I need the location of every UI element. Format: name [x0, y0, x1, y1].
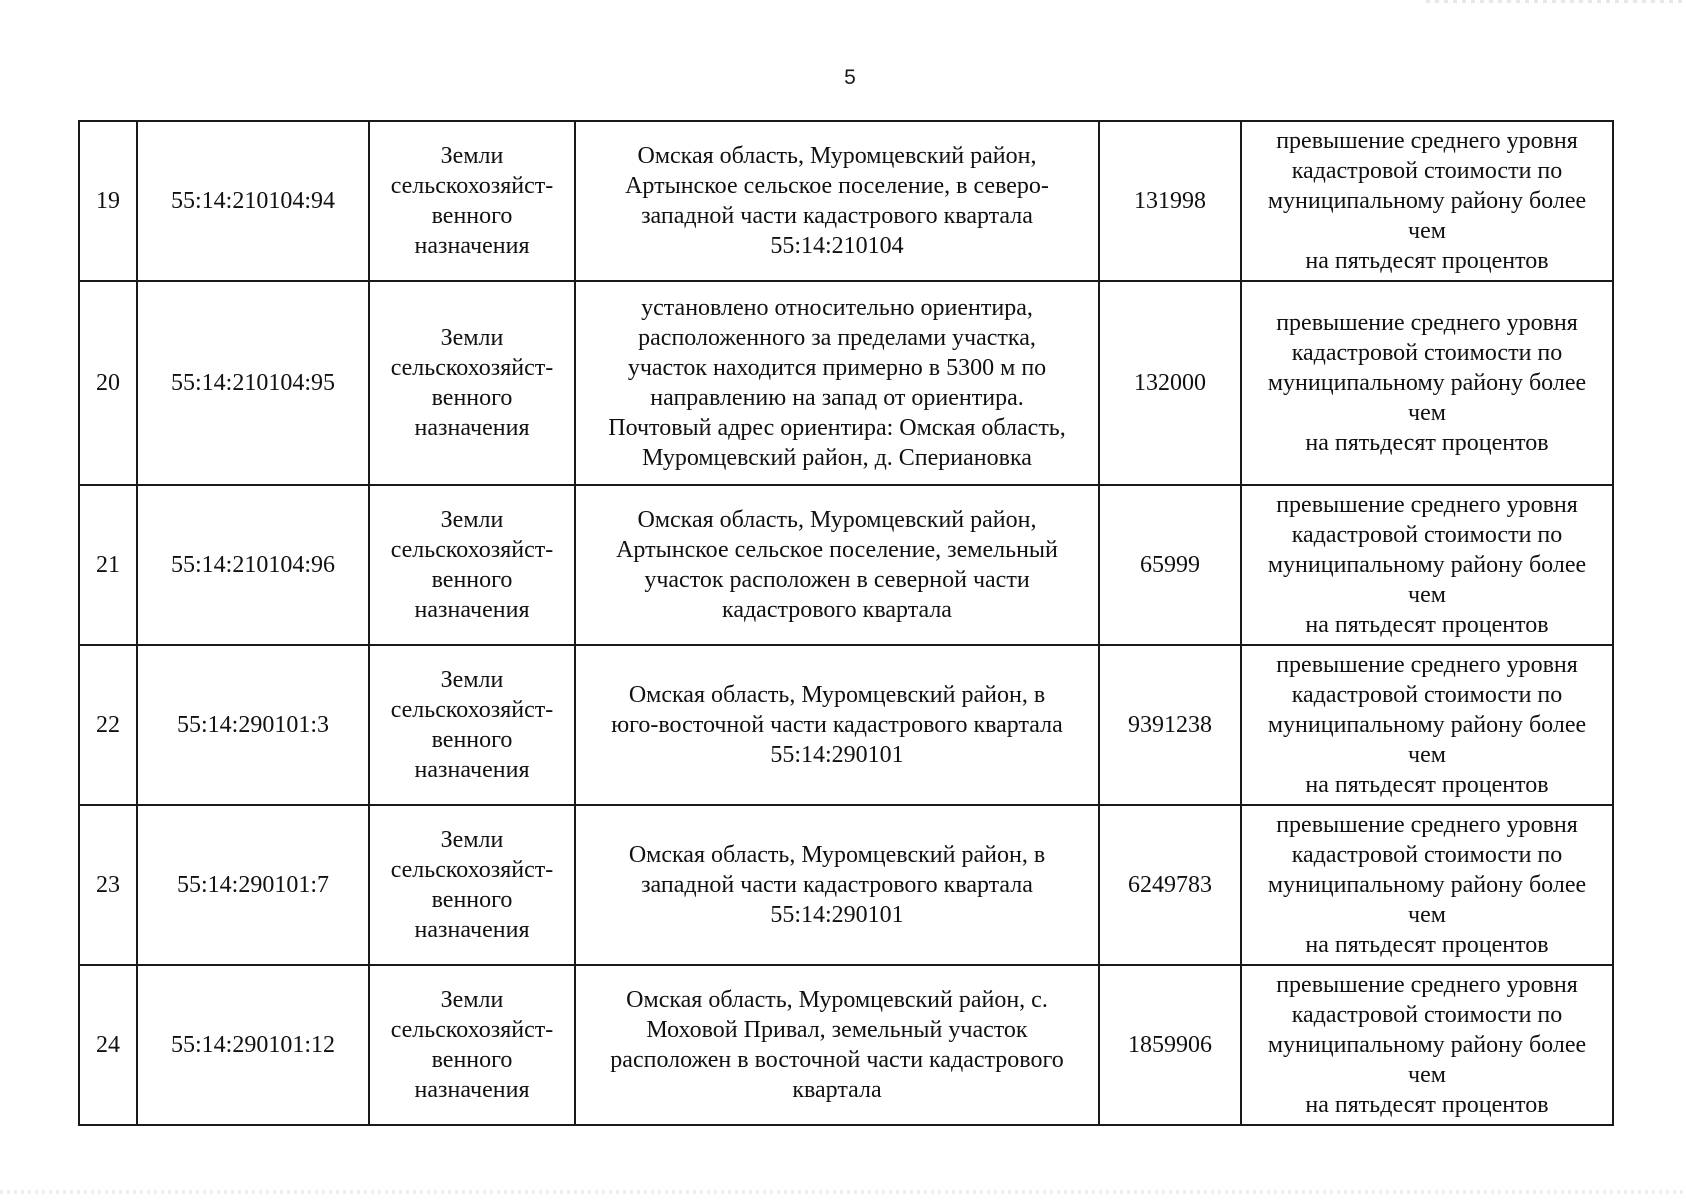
cadastral-value: 65999 [1099, 485, 1241, 645]
land-category: Земли сельскохозяйст- венного назначения [369, 805, 575, 965]
parcels-table [78, 120, 1614, 1126]
cadastral-number: 55:14:290101:7 [137, 805, 369, 965]
land-category: Земли сельскохозяйст- венного назначения [369, 281, 575, 485]
land-category: Земли сельскохозяйст- венного назначения [369, 485, 575, 645]
parcel-address: установлено относительно ориентира, расположенного за пределами участка, участок находится примерно в 5300 м по направлению на запад от ориентира. Почтовый адрес ориентира: Омская область, Муромцевский район, д. Спериановка [575, 281, 1099, 485]
inclusion-reason: превышение среднего уровня кадастровой стоимости по муниципальному району более чем на пятьдесят процентов [1241, 965, 1613, 1125]
inclusion-reason: превышение среднего уровня кадастровой стоимости по муниципальному району более чем на пятьдесят процентов [1241, 645, 1613, 805]
table-row [79, 645, 1613, 805]
row-number: 21 [79, 485, 137, 645]
table-row [79, 121, 1613, 281]
cadastral-number: 55:14:290101:12 [137, 965, 369, 1125]
inclusion-reason: превышение среднего уровня кадастровой стоимости по муниципальному району более чем на пятьдесят процентов [1241, 805, 1613, 965]
row-number: 20 [79, 281, 137, 485]
cadastral-value: 6249783 [1099, 805, 1241, 965]
land-category: Земли сельскохозяйст- венного назначения [369, 121, 575, 281]
row-number: 24 [79, 965, 137, 1125]
inclusion-reason: превышение среднего уровня кадастровой стоимости по муниципальному району более чем на пятьдесят процентов [1241, 485, 1613, 645]
table-row [79, 485, 1613, 645]
parcel-address: Омская область, Муромцевский район, с. Моховой Привал, земельный участок расположен в восточной части кадастрового квартала [575, 965, 1099, 1125]
land-category: Земли сельскохозяйст- венного назначения [369, 645, 575, 805]
inclusion-reason: превышение среднего уровня кадастровой стоимости по муниципальному району более чем на пятьдесят процентов [1241, 281, 1613, 485]
parcel-address: Омская область, Муромцевский район, Артынское сельское поселение, в северо- западной части кадастрового квартала 55:14:210104 [575, 121, 1099, 281]
land-category: Земли сельскохозяйст- венного назначения [369, 965, 575, 1125]
row-number: 23 [79, 805, 137, 965]
table-row [79, 281, 1613, 485]
scan-edge-bottom [0, 1190, 1686, 1194]
cadastral-number: 55:14:290101:3 [137, 645, 369, 805]
table-row [79, 965, 1613, 1125]
cadastral-number: 55:14:210104:94 [137, 121, 369, 281]
cadastral-value: 131998 [1099, 121, 1241, 281]
parcel-address: Омская область, Муромцевский район, в западной части кадастрового квартала 55:14:290101 [575, 805, 1099, 965]
parcel-address: Омская область, Муромцевский район, Артынское сельское поселение, земельный участок расположен в северной части кадастрового квартала [575, 485, 1099, 645]
inclusion-reason: превышение среднего уровня кадастровой стоимости по муниципальному району более чем на пятьдесят процентов [1241, 121, 1613, 281]
cadastral-number: 55:14:210104:95 [137, 281, 369, 485]
cadastral-value: 1859906 [1099, 965, 1241, 1125]
row-number: 22 [79, 645, 137, 805]
cadastral-value: 9391238 [1099, 645, 1241, 805]
page-number: 5 [844, 66, 856, 89]
cadastral-number: 55:14:210104:96 [137, 485, 369, 645]
parcel-address: Омская область, Муромцевский район, в юго-восточной части кадастрового квартала 55:14:290101 [575, 645, 1099, 805]
scan-edge-top [1426, 0, 1686, 3]
row-number: 19 [79, 121, 137, 281]
cadastral-value: 132000 [1099, 281, 1241, 485]
table-row [79, 805, 1613, 965]
